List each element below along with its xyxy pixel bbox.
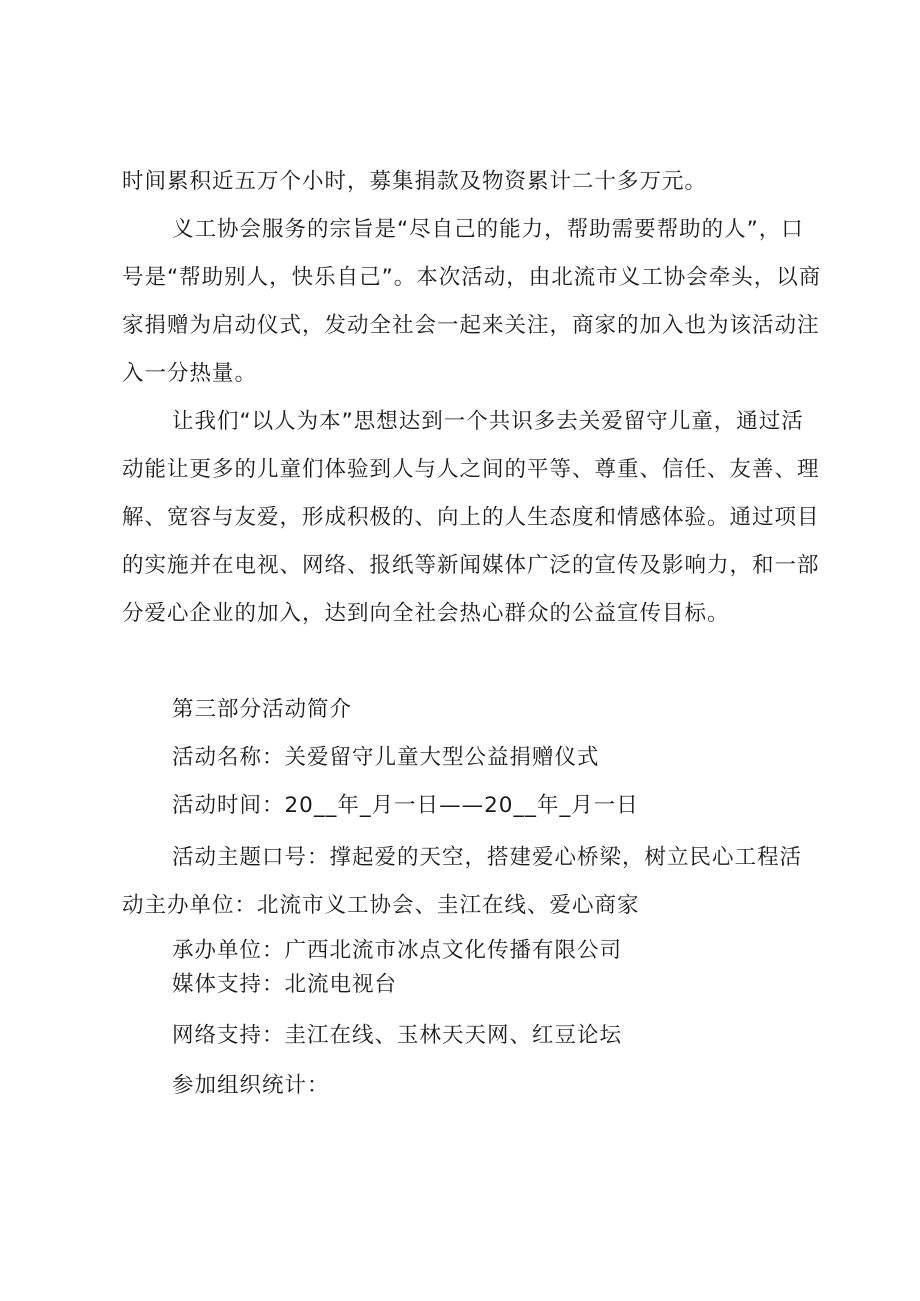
participants-statistics: 参加组织统计： xyxy=(172,1073,330,1098)
activity-time: 活动时间：20__年_月一日——20__年_月一日 xyxy=(172,793,639,818)
paragraph-volunteer-stats: 时间累积近五万个小时，募集捐款及物资累计二十多万元。 xyxy=(122,169,708,194)
network-support: 网络支持：圭江在线、玉林天天网、红豆论坛 xyxy=(172,1023,623,1048)
paragraph-association-mission: 义工协会服务的宗旨是“尽自己的能力，帮助需要帮助的人”，口号是“帮助别人，快乐自己”。本次活动，由北流市义工协会牵头，以商家捐赠为启动仪式，发动全社会一起来关注，商家的加入也为该活动注入一分热量。 xyxy=(122,217,822,386)
media-support: 媒体支持：北流电视台 xyxy=(172,972,398,997)
paragraph-people-oriented: 让我们“以人为本”思想达到一个共识多去关爱留守儿童，通过活动能让更多的儿童们体验到人与人之间的平等、尊重、信任、友善、理解、宽容与友爱，形成积极的、向上的人生态度和情感体验。通过项目的实施并在电视、网络、报纸等新闻媒体广泛的宣传及影响力，和一部分爱心企业的加入，达到向全社会热心群众的公益宣传目标。 xyxy=(122,409,820,626)
organizer: 承办单位：广西北流市冰点文化传播有限公司 xyxy=(172,938,623,963)
section-title: 第三部分活动简介 xyxy=(172,697,353,722)
activity-theme-slogan: 活动主题口号：撑起爱的天空，搭建爱心桥梁，树立民心工程活动主办单位：北流市义工协会、圭江在线、爱心商家 xyxy=(122,845,803,918)
activity-name: 活动名称：关爱留守儿童大型公益捐赠仪式 xyxy=(172,745,600,770)
